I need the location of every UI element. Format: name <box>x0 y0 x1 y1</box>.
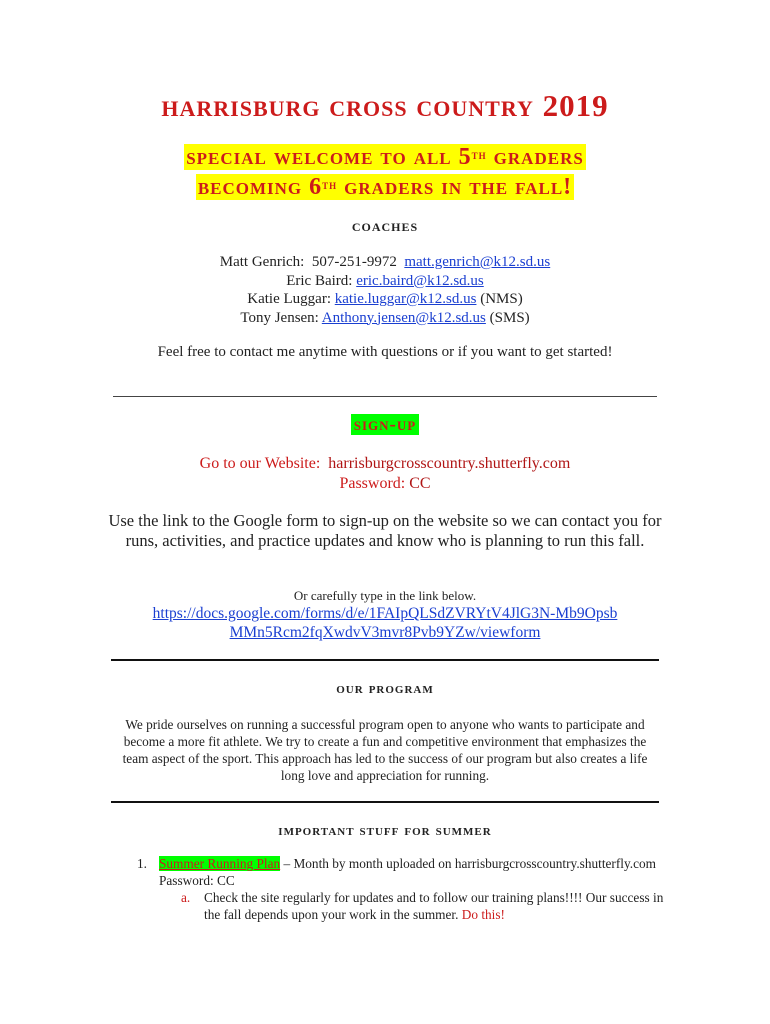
page-title: harrisburg cross country 2019 <box>161 88 609 123</box>
welcome-line-1 <box>184 144 586 170</box>
sub-item-letter: a. <box>181 890 191 905</box>
welcome-line-1-sup: th <box>471 147 487 162</box>
coach-school: (SMS) <box>489 309 530 326</box>
coach-name: Tony Jensen: <box>240 309 319 326</box>
sub-item-text: Check the site regularly for updates and to follow our training plans!!!! Our success in the fall depends upon your work in the summer. <box>204 890 664 922</box>
coach-contact <box>0 309 770 328</box>
welcome-line-2 <box>196 174 574 200</box>
coach-email-link[interactable]: katie.luggar@k12.sd.us <box>334 291 477 307</box>
password-value: CC <box>409 475 431 492</box>
password-label: Password: <box>339 475 406 492</box>
coach-name: Katie Luggar: <box>247 291 331 307</box>
coach-contact <box>0 290 770 309</box>
website-line <box>0 454 770 474</box>
program-heading: our program <box>336 680 434 697</box>
signup-instructions: Use the link to the Google form to sign-up on the website so we can contact you for runs, activities, and practice updates and know who is planning to run this fall. <box>108 511 662 550</box>
type-link-note: Or carefully type in the link below. <box>293 588 477 603</box>
list-item-text: – Month by month uploaded on harrisburgcrosscountry.shutterfly.com Password: CC <box>159 856 656 888</box>
summer-heading: important stuff for summer <box>278 822 492 839</box>
coaches-heading: coaches <box>351 216 419 235</box>
coach-contact <box>0 253 770 272</box>
do-this-callout: Do this! <box>461 907 505 922</box>
coach-email-link[interactable]: eric.baird@k12.sd.us <box>356 272 484 289</box>
program-description: We pride ourselves on running a successful program open to anyone who wants to participate and become a more fit athlete. We try to create a fun and competitive environment that emphasizes the team aspect of the sport. This approach has led to the success of our program but also creates a life long love and appreciation for running. <box>122 717 648 783</box>
list-item <box>159 855 659 889</box>
welcome-line-1-end: graders <box>486 144 584 170</box>
coach-contact-list <box>0 253 770 327</box>
contact-note: Feel free to contact me anytime with questions or if you want to get started! <box>157 344 613 360</box>
coach-name: Eric Baird: <box>286 272 353 289</box>
coach-contact <box>0 272 770 291</box>
welcome-line-2-end: graders in the fall! <box>337 174 573 200</box>
signup-heading-text: sign-up <box>351 414 419 435</box>
divider-line <box>113 396 657 397</box>
welcome-banner <box>0 142 770 202</box>
section-rule <box>111 801 659 803</box>
sub-list-item <box>204 889 664 923</box>
coach-school: (NMS) <box>480 291 523 307</box>
list-item-number: 1. <box>137 856 147 871</box>
google-form-link[interactable]: https://docs.google.com/forms/d/e/1FAIpQLSdZVRYtV4JlG3N-Mb9OpsbMMn5Rcm2fqXwdvV3mvr8Pvb9YZw/viewform <box>152 605 618 641</box>
coach-email-link[interactable]: Anthony.jensen@k12.sd.us <box>321 309 486 326</box>
welcome-line-2-text: becoming 6 <box>197 174 323 200</box>
section-rule <box>111 659 659 661</box>
welcome-line-1-text: special welcome to all 5 <box>186 144 472 170</box>
website-info <box>0 454 770 494</box>
website-url[interactable]: harrisburgcrosscountry.shutterfly.com <box>328 455 571 472</box>
welcome-line-2-sup: th <box>322 177 338 192</box>
coach-email-link[interactable]: matt.genrich@k12.sd.us <box>404 254 551 270</box>
google-form-link-wrap <box>150 604 620 642</box>
coach-phone: 507-251-9972 <box>311 254 397 270</box>
password-line <box>0 474 770 494</box>
coach-name: Matt Genrich: <box>219 254 305 270</box>
website-label: Go to our Website: <box>199 455 321 472</box>
summer-running-plan-link[interactable]: Summer Running Plan <box>159 856 281 871</box>
signup-heading <box>0 414 770 436</box>
